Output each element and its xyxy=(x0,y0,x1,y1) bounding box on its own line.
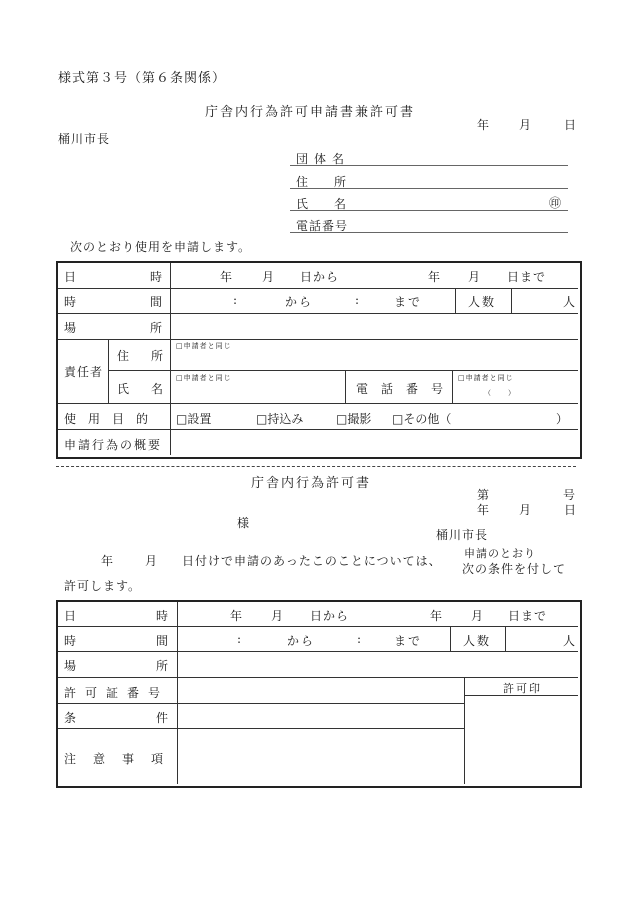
resp-phone-paren: （ ） xyxy=(484,389,516,397)
purpose-other[interactable]: □その他（ xyxy=(392,412,452,426)
purpose-close-paren: ） xyxy=(556,412,569,426)
label-char: 場 xyxy=(64,321,77,335)
label-char: 間 xyxy=(149,295,162,309)
permit-date-month: 月 xyxy=(519,503,532,517)
permit-date-day: 日 xyxy=(564,503,577,517)
people-label: 人数 xyxy=(468,295,497,309)
permit-date-year: 年 xyxy=(477,503,490,517)
permit-label-time-wrap xyxy=(64,632,168,649)
intro-text: 次のとおり使用を申請します。 xyxy=(70,240,252,254)
permit-people-unit: 人 xyxy=(563,634,576,648)
to-year: 年 xyxy=(428,270,441,284)
label-char: 場 xyxy=(64,659,77,673)
label-char: 件 xyxy=(155,711,168,725)
body-year: 年 xyxy=(101,554,114,568)
body-month: 月 xyxy=(145,554,158,568)
from-year: 年 xyxy=(220,270,233,284)
permit-people-label: 人数 xyxy=(463,634,492,648)
purpose-install[interactable]: □設置 xyxy=(176,412,212,426)
permit-no-suffix: 号 xyxy=(563,488,576,502)
address-label: 住所 xyxy=(296,175,373,189)
resp-address-same[interactable]: □申請者と同じ xyxy=(176,342,232,350)
colon-1: : xyxy=(233,293,238,307)
permit-colon-1: : xyxy=(237,632,242,646)
permit-colon-2: : xyxy=(357,632,362,646)
name-label: 氏名 xyxy=(296,197,373,211)
phone-line xyxy=(290,232,568,233)
from-month: 月 xyxy=(262,270,275,284)
form-number: 様式第３号（第６条関係） xyxy=(58,71,227,86)
address-line xyxy=(290,188,568,189)
permit-no-prefix: 第 xyxy=(477,488,490,502)
label-char: 時 xyxy=(155,609,168,623)
body-end: 許可します。 xyxy=(64,579,142,593)
body-option-conditions: 次の条件を付して xyxy=(462,562,567,576)
label-char: 所 xyxy=(149,321,162,335)
from-day: 日から xyxy=(300,270,340,284)
permit-label-place-wrap xyxy=(64,657,168,674)
permit-seal-label: 許可印 xyxy=(503,682,542,695)
permit-to-day: 日まで xyxy=(508,609,548,623)
label-char: 日 xyxy=(64,270,77,284)
label-char: 条 xyxy=(64,711,77,725)
permit-to-month: 月 xyxy=(471,609,484,623)
permit-time-to: まで xyxy=(394,634,423,648)
purpose-photo[interactable]: □撮影 xyxy=(336,412,372,426)
label-summary: 申請行為の概要 xyxy=(64,438,163,452)
permit-to-year: 年 xyxy=(430,609,443,623)
label-resp-phone: 電話番号 xyxy=(356,382,457,396)
permit-label-notes: 注意事項 xyxy=(64,752,181,766)
permit-label-datetime-wrap xyxy=(64,607,168,624)
permit-from-year: 年 xyxy=(230,609,243,623)
recipient-suffix: 様 xyxy=(237,516,250,530)
label-purpose: 使用目的 xyxy=(64,412,161,426)
date-day: 日 xyxy=(564,118,577,132)
label-char: 日 xyxy=(64,609,77,623)
label-responsible: 責任者 xyxy=(64,365,104,379)
time-to: まで xyxy=(394,295,423,309)
to-day: 日まで xyxy=(507,270,547,284)
permit-time-from: から xyxy=(287,634,316,648)
to-month: 月 xyxy=(468,270,481,284)
time-from: から xyxy=(285,295,314,309)
org-label: 団体名 xyxy=(296,152,351,166)
body-text: 日付けで申請のあったこのことについては、 xyxy=(182,554,442,568)
permit-label-place xyxy=(64,657,168,674)
addressee: 桶川市長 xyxy=(58,132,111,146)
org-line xyxy=(290,165,568,166)
label-place xyxy=(64,319,162,336)
label-char: 時 xyxy=(64,295,77,309)
permit-label-datetime xyxy=(64,607,168,624)
label-resp-name: 氏名 xyxy=(117,382,186,396)
seal-mark: ㊞ xyxy=(549,196,562,210)
phone-label: 電話番号 xyxy=(296,219,349,233)
permit-label-cert-no: 許可証番号 xyxy=(64,686,170,700)
permit-label-conditions-wrap xyxy=(64,709,168,726)
permit-label-time xyxy=(64,632,168,649)
label-char: 時 xyxy=(149,270,162,284)
label-char: 所 xyxy=(155,659,168,673)
form-title: 庁舎内行為許可申請書兼許可書 xyxy=(205,105,416,120)
cut-line xyxy=(56,466,576,467)
permit-title: 庁舎内行為許可書 xyxy=(251,476,372,491)
label-char: 間 xyxy=(155,634,168,648)
resp-phone-same[interactable]: □申請者と同じ xyxy=(458,374,514,382)
colon-2: : xyxy=(355,293,360,307)
purpose-bring[interactable]: □持込み xyxy=(256,412,304,426)
permit-from-day: 日から xyxy=(310,609,350,623)
people-unit: 人 xyxy=(563,295,576,309)
label-datetime xyxy=(64,268,162,285)
permit-label-conditions xyxy=(64,709,168,726)
resp-name-same[interactable]: □申請者と同じ xyxy=(176,374,232,382)
date-month: 月 xyxy=(519,118,532,132)
permit-from-month: 月 xyxy=(271,609,284,623)
label-time-wrap xyxy=(64,293,162,310)
date-year: 年 xyxy=(477,118,490,132)
name-line xyxy=(290,210,568,211)
label-place-wrap xyxy=(64,319,162,336)
permit-issuer: 桶川市長 xyxy=(436,528,489,542)
label-char: 時 xyxy=(64,634,77,648)
body-option-as-applied: 申請のとおり xyxy=(464,547,536,560)
label-time xyxy=(64,293,162,310)
label-resp-address: 住所 xyxy=(117,349,186,363)
